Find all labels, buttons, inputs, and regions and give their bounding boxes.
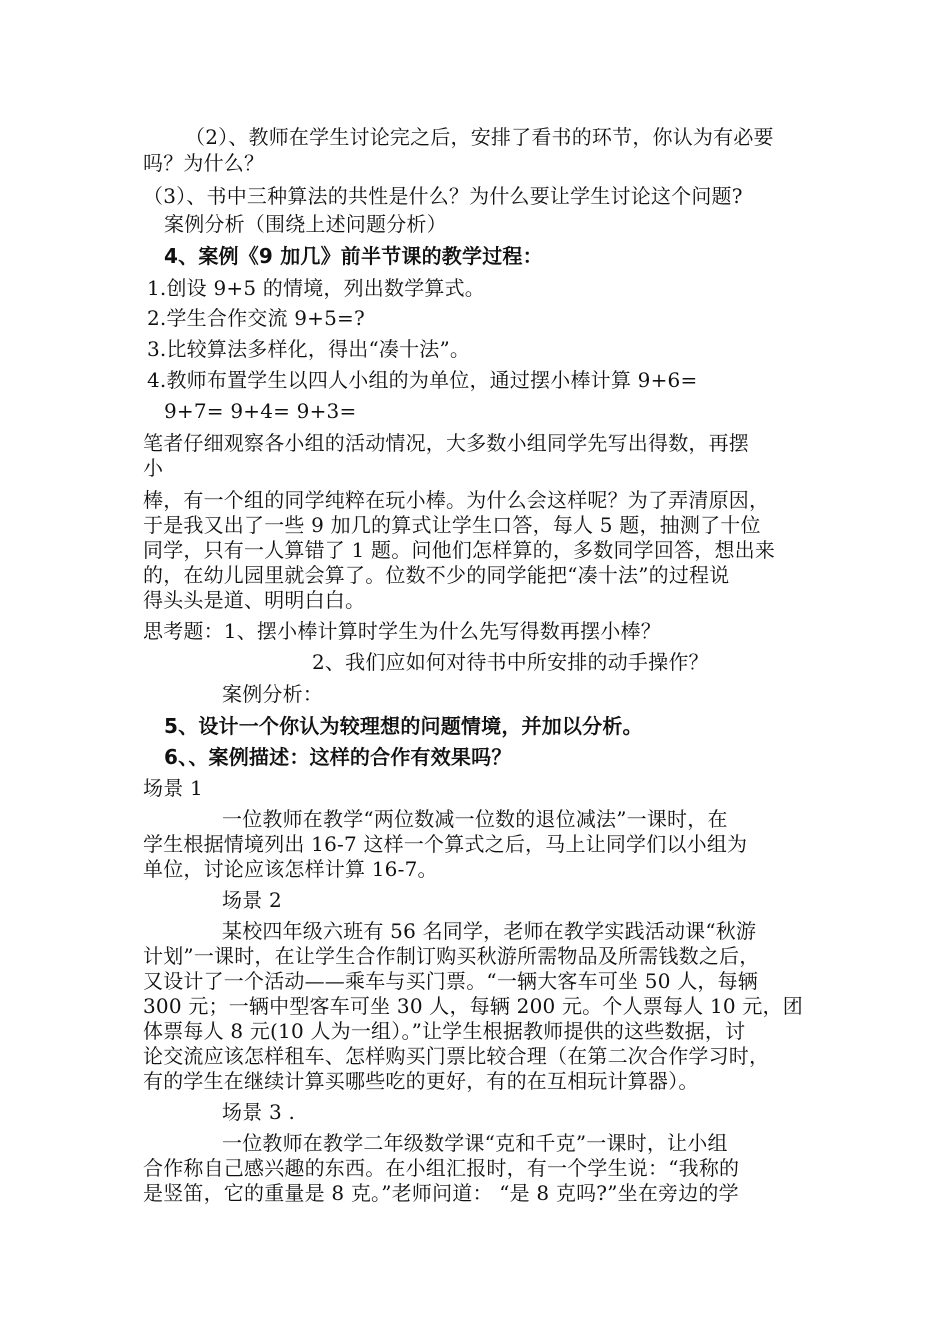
text-line: 计划”一课时，在让学生合作制订购买秋游所需物品及所需钱数之后， [143, 944, 760, 968]
text-line: 的，在幼儿园里就会算了。位数不少的同学能把“凑十法”的过程说 [143, 563, 730, 587]
list-item: 4.教师布置学生以四人小组的为单位，通过摆小棒计算 9+6= [147, 368, 698, 392]
list-item: 2.学生合作交流 9+5=? [147, 306, 365, 330]
text-line: 某校四年级六班有 56 名同学，老师在教学实践活动课“秋游 [222, 919, 757, 943]
text-line: 笔者仔细观察各小组的活动情况，大多数小组同学先写出得数，再摆 [143, 431, 749, 455]
text-line: 学生根据情境列出 16-7 这样一个算式之后，马上让同学们以小组为 [143, 832, 748, 856]
text-line: 是竖笛，它的重量是 8 克。”老师问道： “是 8 克吗?”坐在旁边的学 [143, 1181, 739, 1205]
text-line: 又设计了一个活动——乘车与买门票。“一辆大客车可坐 50 人，每辆 [143, 969, 758, 993]
section-heading: 5、设计一个你认为较理想的问题情境，并加以分析。 [164, 714, 643, 738]
text-line: 300 元；一辆中型客车可坐 30 人，每辆 200 元。个人票每人 10 元，团 [143, 994, 803, 1018]
text-line: 案例分析： [222, 682, 323, 706]
text-line: 论交流应该怎样租车、怎样购买门票比较合理（在第二次合作学习时， [143, 1044, 770, 1068]
text-line: （2）、教师在学生讨论完之后，安排了看书的环节，你认为有必要 [185, 125, 774, 149]
section-heading: 6、、案例描述：这样的合作有效果吗？ [164, 745, 512, 769]
text-line: 棒，有一个组的同学纯粹在玩小棒。为什么会这样呢？为了弄清原因， [143, 488, 770, 512]
text-line: 单位，讨论应该怎样计算 16-7。 [143, 857, 438, 881]
text-line: 思考题：1、摆小棒计算时学生为什么先写得数再摆小棒？ [143, 619, 661, 643]
text-line: 小 [143, 456, 164, 480]
section-heading: 4、案例《9 加几》前半节课的教学过程： [164, 244, 543, 268]
text-line: 一位教师在教学二年级数学课“克和千克”一课时，让小组 [222, 1131, 728, 1155]
text-line: 吗？为什么？ [143, 151, 265, 175]
text-line: 一位教师在教学“两位数减一位数的退位减法”一课时，在 [222, 807, 728, 831]
text-line: 有的学生在继续计算买哪些吃的更好，有的在互相玩计算器）。 [143, 1069, 699, 1093]
text-line: 同学，只有一人算错了 1 题。问他们怎样算的，多数同学回答，想出来 [143, 538, 776, 562]
text-line: 场景 3 . [222, 1100, 295, 1124]
list-item: 1.创设 9+5 的情境，列出数学算式。 [147, 276, 486, 300]
text-line: （3）、书中三种算法的共性是什么？为什么要让学生讨论这个问题? [143, 184, 743, 208]
text-line: 场景 2 [222, 888, 282, 912]
text-line: 得头头是道、明明白白。 [143, 588, 366, 612]
text-line: 2、我们应如何对待书中所安排的动手操作？ [312, 650, 709, 674]
text-line: 场景 1 [143, 776, 203, 800]
text-line: 合作称自己感兴趣的东西。在小组汇报时，有一个学生说：“我称的 [143, 1156, 740, 1180]
list-item: 3.比较算法多样化，得出“凑十法”。 [147, 337, 471, 361]
text-line: 9+7= 9+4= 9+3= [164, 399, 357, 423]
text-line: 体票每人 8 元(10 人为一组）。”让学生根据教师提供的这些数据，讨 [143, 1019, 746, 1043]
text-line: 案例分析（围绕上述问题分析） [164, 212, 447, 236]
text-line: 于是我又出了一些 9 加几的算式让学生口答，每人 5 题，抽测了十位 [143, 513, 761, 537]
